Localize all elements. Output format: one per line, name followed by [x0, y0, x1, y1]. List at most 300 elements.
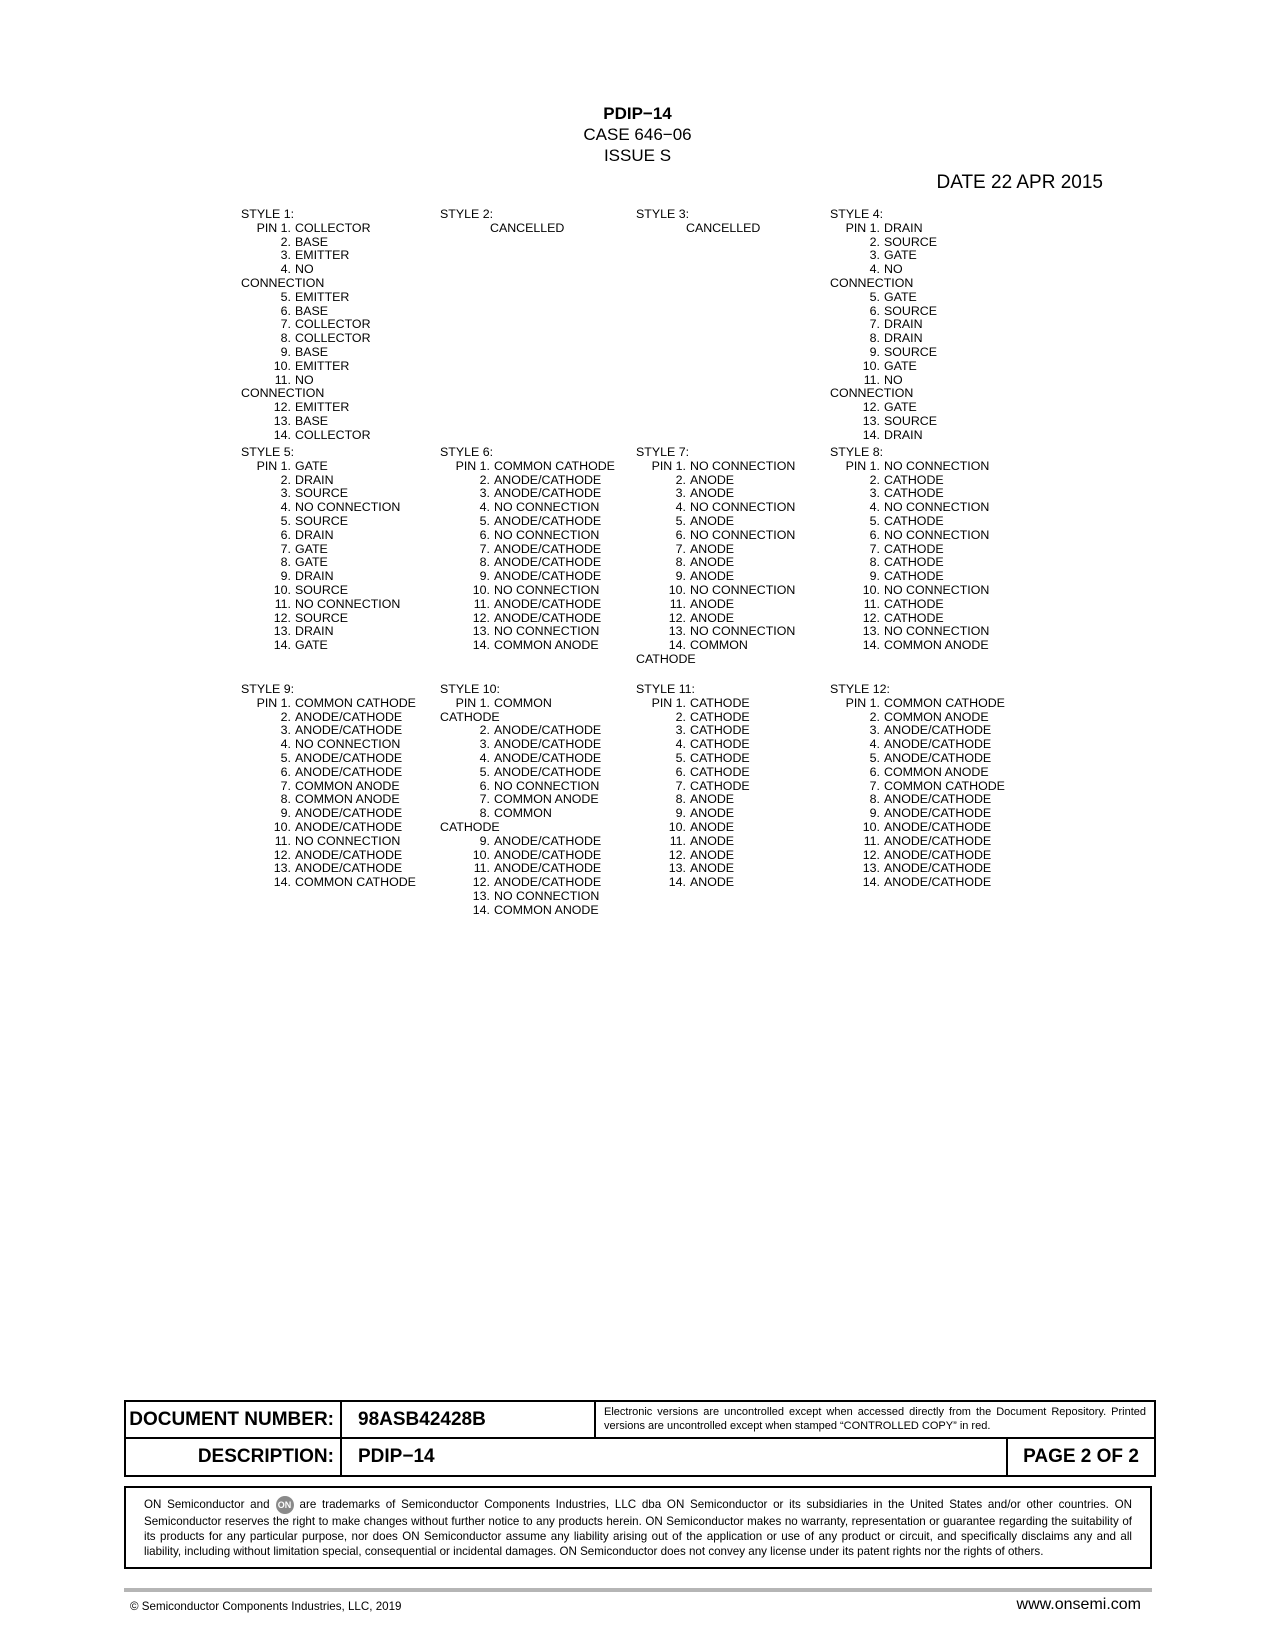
pin-function: GATE	[295, 541, 328, 556]
pin-number: 10.	[472, 847, 490, 862]
pin-function: CATHODE	[690, 695, 750, 710]
pin-number: PIN 1.	[256, 220, 291, 235]
pin-function: ANODE	[690, 861, 735, 876]
pin-function: ANODE/CATHODE	[295, 847, 403, 862]
case-number: CASE 646−06	[583, 125, 692, 144]
pin-function: ANODE/CATHODE	[884, 819, 992, 834]
style-label: STYLE 5:	[241, 445, 295, 459]
pin-row	[241, 236, 371, 250]
pin-number: 9.	[675, 806, 686, 821]
pin-number: 14.	[668, 638, 686, 653]
style-label: STYLE 1:	[241, 207, 295, 221]
pin-number: 2.	[675, 472, 686, 487]
pin-function: ANODE	[690, 541, 735, 556]
pin-row	[830, 807, 1005, 821]
pin-row	[636, 780, 750, 794]
pin-row	[440, 876, 601, 890]
pin-function: ANODE/CATHODE	[494, 541, 602, 556]
pin-row	[830, 332, 937, 346]
pin-function: CONNECTION	[241, 275, 325, 290]
pin-row	[241, 374, 371, 388]
pin-row	[440, 793, 601, 807]
pin-number: 6.	[280, 764, 291, 779]
pin-function: COMMON ANODE	[295, 792, 400, 807]
pin-function: EMITTER	[295, 358, 350, 373]
pin-row	[636, 529, 795, 543]
style-label: STYLE 9:	[241, 682, 295, 696]
pin-number: 10.	[862, 358, 880, 373]
pin-function: COMMON ANODE	[494, 638, 599, 653]
pin-function: SOURCE	[884, 303, 938, 318]
pin-function: COMMON ANODE	[884, 638, 989, 653]
pin-number: 7.	[479, 792, 490, 807]
pin-number: 8.	[869, 792, 880, 807]
pin-row	[830, 346, 937, 360]
pin-number: 3.	[869, 248, 880, 263]
pin-row	[636, 515, 795, 529]
pin-function: NO CONNECTION	[494, 624, 600, 639]
pin-function: GATE	[295, 458, 328, 473]
pin-function: ANODE/CATHODE	[494, 472, 602, 487]
pin-row	[440, 821, 601, 835]
pin-function: COLLECTOR	[295, 220, 371, 235]
pin-number: 9.	[869, 569, 880, 584]
pin-function: ANODE	[690, 806, 735, 821]
pin-function: GATE	[884, 248, 917, 263]
style-12-block	[830, 683, 1005, 890]
style-11-block	[636, 683, 750, 890]
pin-number: 8.	[280, 555, 291, 570]
pin-number: 14.	[862, 427, 880, 442]
pin-function: NO CONNECTION	[494, 527, 600, 542]
pin-function: CATHODE	[440, 709, 500, 724]
pin-function: GATE	[884, 289, 917, 304]
pin-row	[440, 460, 615, 474]
pin-function: COMMON	[494, 806, 552, 821]
pin-number: 3.	[675, 723, 686, 738]
description-label: DESCRIPTION:	[126, 1439, 342, 1475]
pin-row	[830, 598, 989, 612]
pin-number: 6.	[869, 764, 880, 779]
pin-number: 9.	[280, 806, 291, 821]
pin-number: 7.	[869, 541, 880, 556]
pin-row	[241, 305, 371, 319]
pin-number: 14.	[273, 427, 291, 442]
pin-function: SOURCE	[884, 234, 938, 249]
pin-row	[830, 697, 1005, 711]
pin-number: 8.	[675, 792, 686, 807]
pin-row	[830, 501, 989, 515]
pin-number: 11.	[274, 372, 291, 387]
pin-number: 3.	[280, 248, 291, 263]
pin-function: ANODE	[690, 833, 735, 848]
website-link[interactable]: www.onsemi.com	[1016, 1596, 1141, 1613]
pin-function: COMMON	[690, 638, 748, 653]
pin-function: CATHODE	[690, 737, 750, 752]
copyright: © Semiconductor Components Industries, LLC, 2019	[130, 1600, 402, 1613]
pin-number: 7.	[280, 317, 291, 332]
pin-number: 5.	[280, 513, 291, 528]
pin-row	[440, 474, 615, 488]
pin-number: 8.	[675, 555, 686, 570]
pin-number: 3.	[280, 486, 291, 501]
pin-row	[241, 401, 371, 415]
pin-function: NO CONNECTION	[494, 778, 600, 793]
pin-number: 2.	[280, 234, 291, 249]
pin-row	[241, 876, 416, 890]
pin-row	[440, 711, 601, 725]
style-10-block	[440, 683, 601, 918]
pin-function: ANODE/CATHODE	[295, 764, 403, 779]
pin-row	[440, 835, 601, 849]
pin-number: 10.	[862, 582, 880, 597]
pin-row	[636, 821, 750, 835]
pin-row	[241, 263, 371, 277]
pin-number: 4.	[869, 262, 880, 277]
pin-row	[440, 625, 615, 639]
pin-function: NO CONNECTION	[494, 582, 600, 597]
pin-number: 8.	[280, 792, 291, 807]
pin-number: 12.	[273, 847, 291, 862]
pin-number: 14.	[862, 638, 880, 653]
legal-body: are trademarks of Semiconductor Components Industries, LLC dba ON Semiconductor or its subsidiaries in the United States and/or other countries. ON Semiconductor reserves the right to make changes without further notice to any products herein. ON Semiconductor makes no warranty, representation or guarantee regarding the suitability of its products for any particular purpose, nor does ON Semiconductor assume any liability arising out of the application or use of any product or circuit, and specifically disclaims any and all liability, including without limitation special, consequential or incidental damages. ON Semiconductor does not convey any license under its patent rights nor the rights of others.	[144, 1498, 1132, 1558]
footer-divider	[124, 1588, 1152, 1592]
pin-number: 9.	[675, 569, 686, 584]
pin-number: 10.	[668, 582, 686, 597]
pin-row	[440, 598, 615, 612]
pin-number: 2.	[280, 472, 291, 487]
pin-function: CATHODE	[884, 569, 944, 584]
pin-row	[830, 612, 989, 626]
pin-number: 3.	[479, 486, 490, 501]
pin-function: COMMON ANODE	[295, 778, 400, 793]
document-info-box	[124, 1400, 1156, 1477]
pin-row	[241, 360, 371, 374]
pin-row	[440, 738, 601, 752]
pin-number: PIN 1.	[845, 220, 880, 235]
pin-number: 10.	[273, 819, 291, 834]
pin-number: 11.	[473, 861, 490, 876]
pin-function: COMMON ANODE	[884, 709, 989, 724]
pin-number: 7.	[869, 778, 880, 793]
pin-function: BASE	[295, 344, 329, 359]
style-label: STYLE 3:	[636, 207, 690, 221]
pin-function: ANODE/CATHODE	[494, 764, 602, 779]
pin-number: 5.	[869, 513, 880, 528]
pin-number: 10.	[273, 582, 291, 597]
pin-row	[241, 793, 416, 807]
pin-number: 4.	[280, 737, 291, 752]
pin-number: 5.	[869, 289, 880, 304]
pin-number: 2.	[869, 234, 880, 249]
pin-row	[830, 711, 1005, 725]
pin-number: 10.	[668, 819, 686, 834]
pin-row	[440, 501, 615, 515]
pin-number: 6.	[869, 303, 880, 318]
pin-row	[636, 807, 750, 821]
pin-row	[241, 849, 416, 863]
pin-function: NO CONNECTION	[295, 500, 401, 515]
pin-function: DRAIN	[884, 317, 923, 332]
pin-row	[241, 318, 371, 332]
pin-row	[440, 612, 615, 626]
pin-number: 6.	[675, 764, 686, 779]
pin-number: 13.	[668, 861, 686, 876]
pin-number: 4.	[479, 500, 490, 515]
pin-row	[241, 515, 400, 529]
pin-row	[440, 515, 615, 529]
pin-row	[636, 639, 795, 653]
pin-function: CATHODE	[884, 596, 944, 611]
pin-row	[241, 724, 416, 738]
pin-row	[241, 332, 371, 346]
pin-function: ANODE	[690, 513, 735, 528]
pin-function: ANODE/CATHODE	[494, 833, 602, 848]
pin-number: 9.	[479, 833, 490, 848]
pin-row	[241, 487, 400, 501]
pin-row	[636, 584, 795, 598]
pin-row	[440, 780, 601, 794]
pin-row	[241, 639, 400, 653]
pin-row	[636, 752, 750, 766]
pin-function: NO CONNECTION	[690, 500, 796, 515]
pin-number: 13.	[862, 413, 880, 428]
pin-number: 6.	[280, 527, 291, 542]
pin-row	[241, 501, 400, 515]
pin-number: 6.	[869, 527, 880, 542]
pin-row	[636, 570, 795, 584]
pin-row	[636, 876, 750, 890]
pin-function: CATHODE	[636, 651, 696, 666]
pin-function: ANODE/CATHODE	[295, 861, 403, 876]
pin-function: CATHODE	[884, 541, 944, 556]
pin-function: DRAIN	[295, 472, 334, 487]
pin-number: 11.	[863, 596, 880, 611]
pin-number: 11.	[669, 833, 686, 848]
pin-number: 8.	[280, 331, 291, 346]
pin-row	[440, 584, 615, 598]
pin-function: NO CONNECTION	[884, 458, 990, 473]
pin-function: ANODE	[690, 819, 735, 834]
pin-row	[830, 862, 1005, 876]
pin-number: 12.	[668, 610, 686, 625]
pin-number: 2.	[479, 723, 490, 738]
pin-function: SOURCE	[295, 582, 349, 597]
pin-number: 8.	[479, 555, 490, 570]
pin-function: DRAIN	[295, 527, 334, 542]
description-value: PDIP−14	[342, 1439, 1008, 1475]
pin-function: NO	[295, 262, 314, 277]
pin-function: ANODE/CATHODE	[494, 847, 602, 862]
pin-number: 7.	[280, 541, 291, 556]
pin-row	[440, 529, 615, 543]
document-date: DATE 22 APR 2015	[936, 172, 1103, 193]
pin-number: 11.	[669, 596, 686, 611]
pin-row	[241, 415, 371, 429]
pin-function: NO CONNECTION	[690, 458, 796, 473]
pin-row	[241, 249, 371, 263]
pin-function: NO CONNECTION	[494, 888, 600, 903]
pin-row	[830, 821, 1005, 835]
pin-row	[830, 625, 989, 639]
pin-function: NO CONNECTION	[295, 737, 401, 752]
doc-number-label: DOCUMENT NUMBER:	[126, 1402, 342, 1437]
pin-number: 2.	[869, 709, 880, 724]
pin-row	[241, 697, 416, 711]
pin-number: 6.	[675, 527, 686, 542]
pin-function: EMITTER	[295, 289, 350, 304]
pin-row	[830, 374, 937, 388]
pin-number: 12.	[273, 610, 291, 625]
style-label: STYLE 8:	[830, 445, 884, 459]
pin-row	[636, 556, 795, 570]
pin-function: COLLECTOR	[295, 331, 371, 346]
pin-number: 13.	[668, 624, 686, 639]
pin-function: DRAIN	[884, 331, 923, 346]
pin-function: ANODE/CATHODE	[295, 750, 403, 765]
pin-function: COMMON CATHODE	[884, 695, 1005, 710]
pin-number: PIN 1.	[455, 695, 490, 710]
pin-function: NO CONNECTION	[494, 500, 600, 515]
pin-function: CONNECTION	[830, 386, 914, 401]
pin-number: 5.	[280, 750, 291, 765]
pin-number: 4.	[869, 737, 880, 752]
pin-row	[830, 236, 937, 250]
pin-row	[830, 318, 937, 332]
pin-row	[241, 570, 400, 584]
pin-row	[636, 612, 795, 626]
pin-row	[440, 556, 615, 570]
pin-row	[830, 570, 989, 584]
pin-row	[636, 487, 795, 501]
cancelled-note: CANCELLED	[490, 220, 565, 235]
pin-row	[830, 639, 989, 653]
pin-function: ANODE/CATHODE	[494, 750, 602, 765]
pin-row	[241, 460, 400, 474]
pin-function: ANODE	[690, 555, 735, 570]
pin-row	[636, 653, 795, 667]
pin-function: BASE	[295, 413, 329, 428]
pin-function: ANODE/CATHODE	[295, 806, 403, 821]
pin-row	[830, 793, 1005, 807]
pin-function: COMMON CATHODE	[494, 458, 615, 473]
pin-number: 14.	[862, 875, 880, 890]
pin-number: 9.	[479, 569, 490, 584]
pin-function: ANODE	[690, 610, 735, 625]
pin-row	[636, 711, 750, 725]
style-2-block	[440, 208, 564, 236]
style-6-block	[440, 446, 615, 653]
pin-number: 14.	[668, 875, 686, 890]
pin-row	[440, 697, 601, 711]
pin-row	[241, 529, 400, 543]
pin-number: 2.	[675, 709, 686, 724]
pin-function: CATHODE	[690, 778, 750, 793]
pin-row	[636, 474, 795, 488]
pin-number: 7.	[675, 778, 686, 793]
pin-number: 5.	[479, 764, 490, 779]
pin-number: 7.	[869, 317, 880, 332]
pin-function: ANODE/CATHODE	[494, 875, 602, 890]
style-label: STYLE 2:	[440, 207, 494, 221]
pin-function: NO CONNECTION	[690, 582, 796, 597]
pin-row	[830, 222, 937, 236]
pin-function: ANODE	[690, 596, 735, 611]
pin-number: 12.	[862, 610, 880, 625]
pin-number: 4.	[280, 500, 291, 515]
pin-row	[636, 625, 795, 639]
pin-row	[830, 766, 1005, 780]
pin-number: 13.	[862, 624, 880, 639]
pin-row	[636, 849, 750, 863]
pin-function: ANODE	[690, 486, 735, 501]
pin-function: EMITTER	[295, 400, 350, 415]
pin-row	[241, 556, 400, 570]
pin-function: GATE	[295, 555, 328, 570]
pin-row	[830, 543, 989, 557]
pin-number: 13.	[273, 624, 291, 639]
pin-number: 6.	[280, 303, 291, 318]
cancelled-note: CANCELLED	[686, 220, 761, 235]
pin-number: 13.	[862, 861, 880, 876]
pin-function: NO CONNECTION	[690, 527, 796, 542]
pin-number: 4.	[869, 500, 880, 515]
pin-number: PIN 1.	[845, 695, 880, 710]
pin-number: PIN 1.	[651, 695, 686, 710]
pin-function: ANODE/CATHODE	[884, 792, 992, 807]
pin-row	[241, 766, 416, 780]
style-1-block	[241, 208, 371, 443]
pin-function: ANODE	[690, 847, 735, 862]
pin-row	[636, 738, 750, 752]
pin-function: COLLECTOR	[295, 317, 371, 332]
pin-number: 6.	[479, 778, 490, 793]
pin-row	[830, 429, 937, 443]
pin-function: NO	[295, 372, 314, 387]
pin-number: 2.	[280, 709, 291, 724]
pin-function: COLLECTOR	[295, 427, 371, 442]
pin-function: COMMON ANODE	[884, 764, 989, 779]
pin-function: ANODE/CATHODE	[494, 569, 602, 584]
pin-function: COMMON ANODE	[494, 902, 599, 917]
pin-number: 11.	[274, 833, 291, 848]
pin-number: 3.	[869, 486, 880, 501]
pin-number: 14.	[472, 638, 490, 653]
pin-number: 3.	[869, 723, 880, 738]
pin-row	[241, 821, 416, 835]
pin-row	[830, 415, 937, 429]
pin-row	[440, 543, 615, 557]
pin-function: SOURCE	[295, 513, 349, 528]
pin-number: PIN 1.	[455, 458, 490, 473]
pin-function: GATE	[295, 638, 328, 653]
pin-row	[440, 570, 615, 584]
pin-function: ANODE/CATHODE	[494, 513, 602, 528]
style-5-block	[241, 446, 400, 653]
pin-number: 11.	[473, 596, 490, 611]
pin-row	[830, 780, 1005, 794]
pin-function: SOURCE	[884, 413, 938, 428]
style-label: STYLE 7:	[636, 445, 690, 459]
style-7-block	[636, 446, 795, 667]
pin-function: NO	[884, 262, 903, 277]
pin-function: NO CONNECTION	[884, 582, 990, 597]
pin-function: ANODE	[690, 792, 735, 807]
pin-number: 14.	[273, 875, 291, 890]
pin-row	[830, 277, 937, 291]
pin-number: 14.	[273, 638, 291, 653]
pin-row	[440, 807, 601, 821]
